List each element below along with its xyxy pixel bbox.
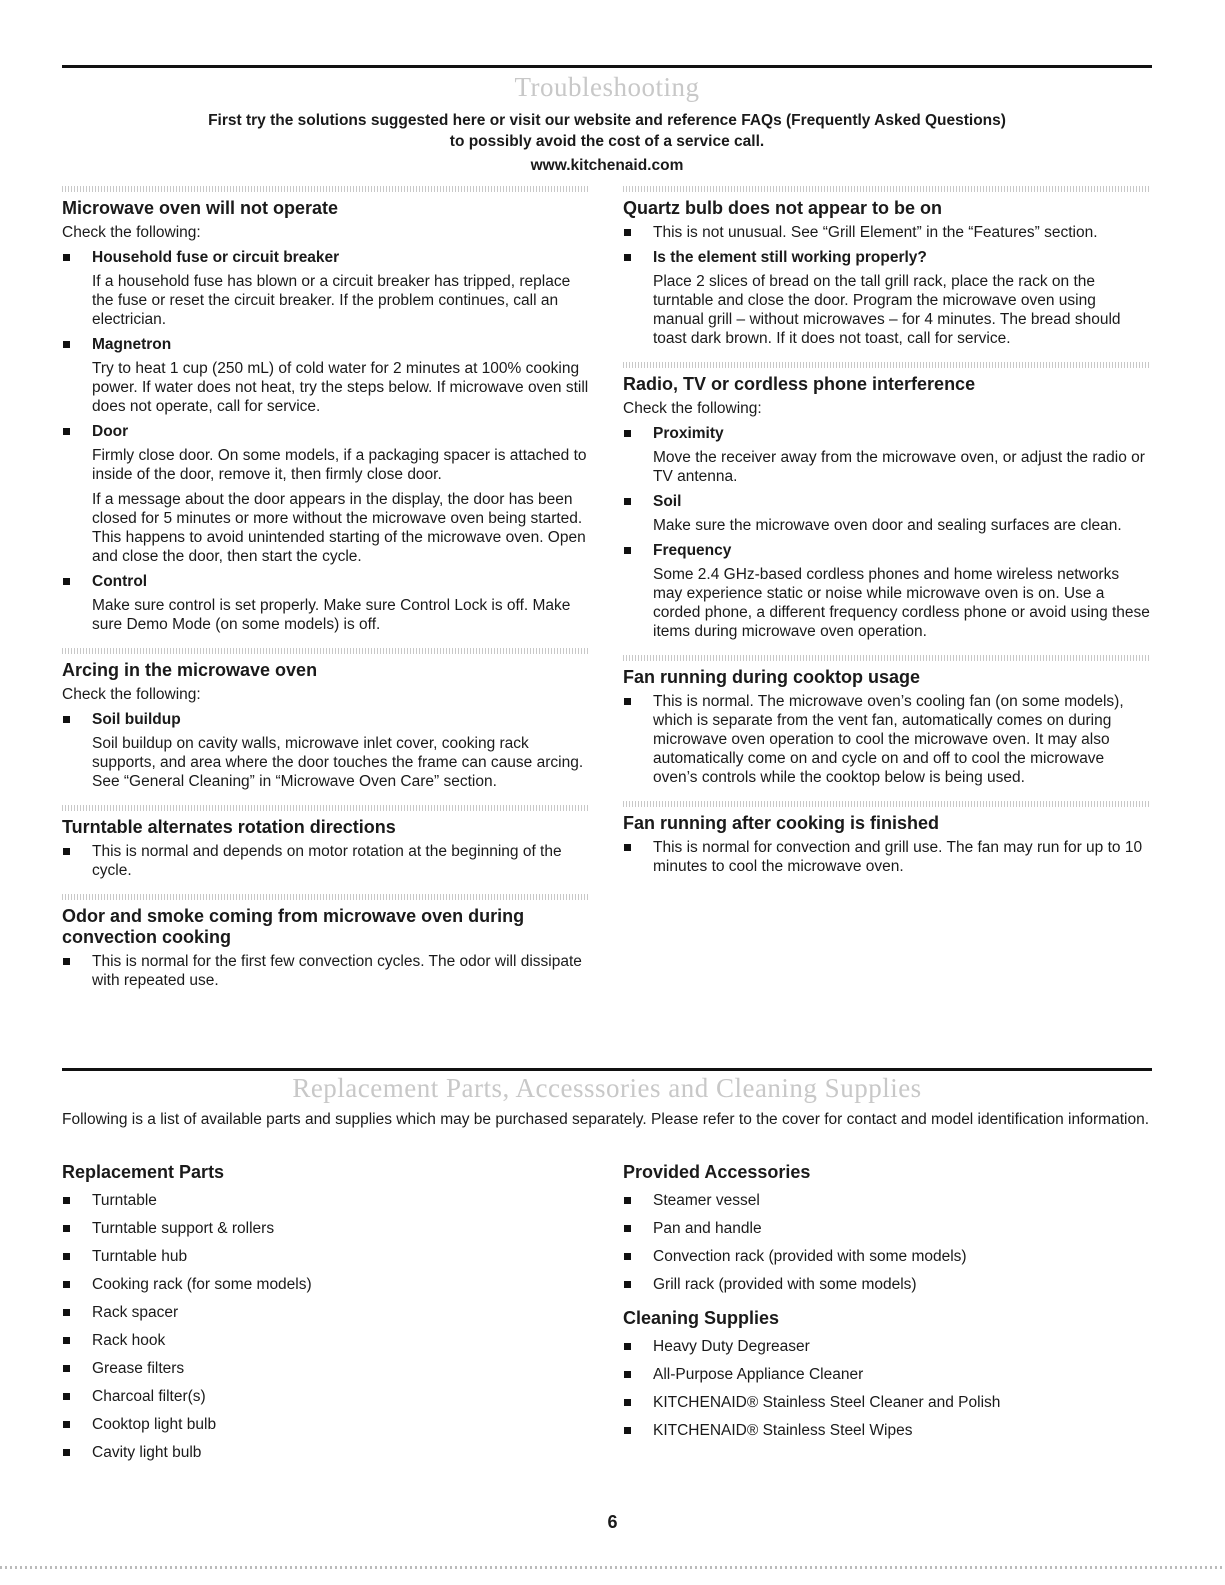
bullet-icon (63, 1225, 70, 1232)
cleaning-supplies-list (623, 1337, 1150, 1440)
list-item (62, 1443, 589, 1462)
section-heading: Fan running after cooking is finished (623, 813, 940, 833)
bullet-icon (63, 1421, 70, 1428)
list-item (623, 541, 1150, 641)
section-divider (623, 655, 1150, 661)
bullet-icon (63, 1365, 70, 1372)
list-item (62, 1387, 589, 1406)
item-title: Door (92, 423, 129, 440)
item-text: Try to heat 1 cup (250 mL) of cold water for 2 minutes at 100% cooking power. If water does not heat, try the steps below. If microwave oven still does not operate, call for service. (92, 360, 589, 415)
bullet-icon (624, 1343, 631, 1350)
item-title: Household fuse or circuit breaker (92, 249, 340, 266)
section-lead: Check the following: (62, 224, 201, 241)
list-item (623, 1393, 1150, 1412)
list-item (62, 1303, 589, 1322)
item-text: This is not unusual. See “Grill Element” in the “Features” section. (653, 224, 1098, 241)
provided-accessories-list (623, 1191, 1150, 1294)
left-column (62, 186, 589, 1004)
item-body (92, 272, 589, 329)
bullet-icon (63, 716, 70, 723)
item-text: This is normal and depends on motor rotation at the beginning of the cycle. (92, 843, 562, 879)
list-item (62, 1415, 589, 1434)
item-text: KITCHENAID® Stainless Steel Cleaner and Polish (653, 1394, 1001, 1411)
section-heading: Quartz bulb does not appear to be on (623, 198, 943, 218)
item-text: This is normal for convection and grill use. The fan may run for up to 10 minutes to cool the microwave oven. (653, 839, 1143, 875)
parts-intro: Following is a list of available parts and supplies which may be purchased separately. Please refer to the cover for contact and model identification information. (62, 1111, 1150, 1128)
trouble-section (62, 894, 589, 990)
list-item (62, 335, 589, 416)
item-text: Steamer vessel (653, 1192, 760, 1209)
bullet-icon (624, 430, 631, 437)
section-heading: Arcing in the microwave oven (62, 660, 318, 680)
bullet-icon (624, 1253, 631, 1260)
list-item (623, 1275, 1150, 1294)
item-text: Place 2 slices of bread on the tall grill rack, place the rack on the turntable and close the door. Program the microwave oven using manual grill – without microwaves – for 4 minutes. The bread should toast dark brown. If it does not toast, call for service. (653, 273, 1121, 347)
item-text: If a message about the door appears in the display, the door has been closed for 5 minutes or more without the microwave oven being started. This happens to avoid unintended starting of the microwave oven. Open and close the door, then start the cycle. (92, 491, 586, 565)
item-text: Cooktop light bulb (92, 1416, 217, 1433)
troubleshooting-title: Troubleshooting (514, 72, 700, 102)
section-lead: Check the following: (62, 686, 201, 703)
item-text: Heavy Duty Degreaser (653, 1338, 810, 1355)
list-item (623, 424, 1150, 486)
list-item (62, 248, 589, 329)
intro-line-1: First try the solutions suggested here or visit our website and reference FAQs (Frequently Asked Questions) (208, 112, 1006, 129)
section-divider (623, 186, 1150, 192)
bullet-icon (63, 1281, 70, 1288)
trouble-section (62, 648, 589, 791)
list-item (623, 1191, 1150, 1210)
item-title: Frequency (653, 542, 732, 559)
item-text: Turntable hub (92, 1248, 188, 1265)
item-body (653, 272, 1150, 348)
section-divider (623, 362, 1150, 368)
trouble-section (62, 186, 589, 634)
website-link[interactable]: www.kitchenaid.com (530, 157, 684, 174)
list-item (623, 1247, 1150, 1266)
top-rule (62, 65, 1152, 68)
item-body (653, 448, 1150, 486)
bullet-icon (624, 1427, 631, 1434)
trouble-section (623, 186, 1150, 348)
item-body (653, 565, 1150, 641)
item-text: This is normal for the first few convection cycles. The odor will dissipate with repeated use. (92, 953, 582, 989)
troubleshooting-intro (62, 110, 1152, 176)
item-text: Soil buildup on cavity walls, microwave inlet cover, cooking rack supports, and area where the door touches the frame can cause arcing. See “General Cleaning” in “Microwave Oven Care” section. (92, 735, 584, 790)
trouble-section (623, 362, 1150, 641)
cleaning-supplies-heading: Cleaning Supplies (623, 1308, 780, 1328)
item-text: Rack spacer (92, 1304, 179, 1321)
list-item (62, 842, 589, 880)
section-list (623, 692, 1150, 787)
item-text: KITCHENAID® Stainless Steel Wipes (653, 1422, 913, 1439)
list-item (623, 1365, 1150, 1384)
bullet-icon (63, 578, 70, 585)
bullet-icon (63, 341, 70, 348)
bullet-icon (624, 1371, 631, 1378)
item-text: Move the receiver away from the microwave oven, or adjust the radio or TV antenna. (653, 449, 1145, 485)
replacement-parts-column (62, 1162, 589, 1471)
section-heading: Microwave oven will not operate (62, 198, 339, 218)
item-text: Turntable support & rollers (92, 1220, 275, 1237)
section-lead: Check the following: (623, 400, 762, 417)
section-list (623, 838, 1150, 876)
replacement-parts-list (62, 1191, 589, 1462)
item-text: If a household fuse has blown or a circuit breaker has tripped, replace the fuse or reset the circuit breaker. If the problem continues, call an electrician. (92, 273, 571, 328)
section-heading: Radio, TV or cordless phone interference (623, 374, 976, 394)
list-item (62, 1331, 589, 1350)
trouble-section (623, 655, 1150, 787)
item-title: Is the element still working properly? (653, 249, 927, 266)
bullet-icon (63, 1309, 70, 1316)
trouble-section (623, 801, 1150, 876)
trouble-section (62, 805, 589, 880)
list-item (62, 572, 589, 634)
bullet-icon (624, 1197, 631, 1204)
item-body (92, 359, 589, 416)
bullet-icon (63, 1337, 70, 1344)
item-text: All-Purpose Appliance Cleaner (653, 1366, 864, 1383)
section-list (62, 710, 589, 791)
bullet-icon (624, 498, 631, 505)
bullet-icon (63, 1253, 70, 1260)
item-text: This is normal. The microwave oven’s cooling fan (on some models), which is separate from the vent fan, automatically comes on during microwave oven operation to cool the microwave oven. It may also automatically come on and cycle on and off to cool the microwave oven’s controls while the cooktop below is being used. (653, 693, 1124, 786)
item-text: Cooking rack (for some models) (92, 1276, 312, 1293)
item-text: Turntable (92, 1192, 157, 1209)
item-title: Control (92, 573, 148, 590)
replacement-parts-heading: Replacement Parts (62, 1162, 225, 1182)
bullet-icon (63, 428, 70, 435)
list-item (623, 492, 1150, 535)
bullet-icon (624, 698, 631, 705)
bullet-icon (63, 1197, 70, 1204)
item-body (92, 734, 589, 791)
item-body (653, 223, 1150, 242)
section-divider (62, 186, 589, 192)
bullet-icon (624, 254, 631, 261)
bullet-icon (624, 844, 631, 851)
list-item (623, 1421, 1150, 1440)
bullet-icon (63, 254, 70, 261)
section-list (623, 424, 1150, 641)
bullet-icon (624, 547, 631, 554)
section-heading: Fan running during cooktop usage (623, 667, 920, 687)
list-item (623, 838, 1150, 876)
section-list (623, 223, 1150, 348)
item-body (92, 596, 589, 634)
item-body (92, 952, 589, 990)
parts-section (62, 1110, 1152, 1461)
section-divider (623, 801, 1150, 807)
item-body (653, 838, 1150, 876)
section-list (62, 952, 589, 990)
bullet-icon (63, 1393, 70, 1400)
item-title: Soil buildup (92, 711, 181, 728)
accessories-column (623, 1162, 1150, 1449)
item-title: Magnetron (92, 336, 172, 353)
item-text: Make sure the microwave oven door and sealing surfaces are clean. (653, 517, 1122, 534)
bullet-icon (63, 848, 70, 855)
section-heading: Turntable alternates rotation directions (62, 817, 396, 837)
item-text: Convection rack (provided with some models) (653, 1248, 967, 1265)
list-item (62, 422, 589, 566)
list-item (623, 248, 1150, 348)
item-text: Grill rack (provided with some models) (653, 1276, 917, 1293)
list-item (623, 1337, 1150, 1356)
item-body (92, 842, 589, 880)
bottom-dotted-edge (0, 1566, 1225, 1569)
list-item (62, 710, 589, 791)
item-text: Firmly close door. On some models, if a packaging spacer is attached to inside of the door, remove it, then firmly close door. (92, 447, 587, 483)
intro-line-2: to possibly avoid the cost of a service call. (449, 133, 765, 150)
middle-rule (62, 1068, 1152, 1071)
item-title: Proximity (653, 425, 724, 442)
bullet-icon (624, 229, 631, 236)
page-number: 6 (607, 1512, 618, 1532)
list-item (62, 1275, 589, 1294)
item-text: Pan and handle (653, 1220, 762, 1237)
section-heading: Odor and smoke coming from microwave oven during convection cooking (62, 906, 525, 947)
bullet-icon (63, 958, 70, 965)
bullet-icon (624, 1399, 631, 1406)
section-divider (62, 805, 589, 811)
section-list (62, 842, 589, 880)
bullet-icon (63, 1449, 70, 1456)
list-item (623, 223, 1150, 242)
list-item (62, 1191, 589, 1210)
item-body (92, 446, 589, 566)
item-text: Rack hook (92, 1332, 166, 1349)
parts-title: Replacement Parts, Accesssories and Cleaning Supplies (292, 1073, 922, 1103)
item-title: Soil (653, 493, 682, 510)
section-divider (62, 648, 589, 654)
right-column (623, 186, 1150, 890)
list-item (62, 1219, 589, 1238)
list-item (623, 692, 1150, 787)
item-text: Grease filters (92, 1360, 185, 1377)
section-divider (62, 894, 589, 900)
item-body (653, 516, 1150, 535)
item-text: Some 2.4 GHz-based cordless phones and home wireless networks may experience static or noise while microwave oven is on. Use a corded phone, a different frequency cordless phone or avoid using these items during microwave oven operation. (653, 566, 1150, 640)
list-item (623, 1219, 1150, 1238)
item-text: Cavity light bulb (92, 1444, 202, 1461)
list-item (62, 1247, 589, 1266)
list-item (62, 1359, 589, 1378)
provided-accessories-heading: Provided Accessories (623, 1162, 811, 1182)
bullet-icon (624, 1225, 631, 1232)
item-text: Make sure control is set properly. Make sure Control Lock is off. Make sure Demo Mode (on some models) is off. (92, 597, 571, 633)
bullet-icon (624, 1281, 631, 1288)
list-item (62, 952, 589, 990)
item-body (653, 692, 1150, 787)
item-text: Charcoal filter(s) (92, 1388, 206, 1405)
section-list (62, 248, 589, 634)
